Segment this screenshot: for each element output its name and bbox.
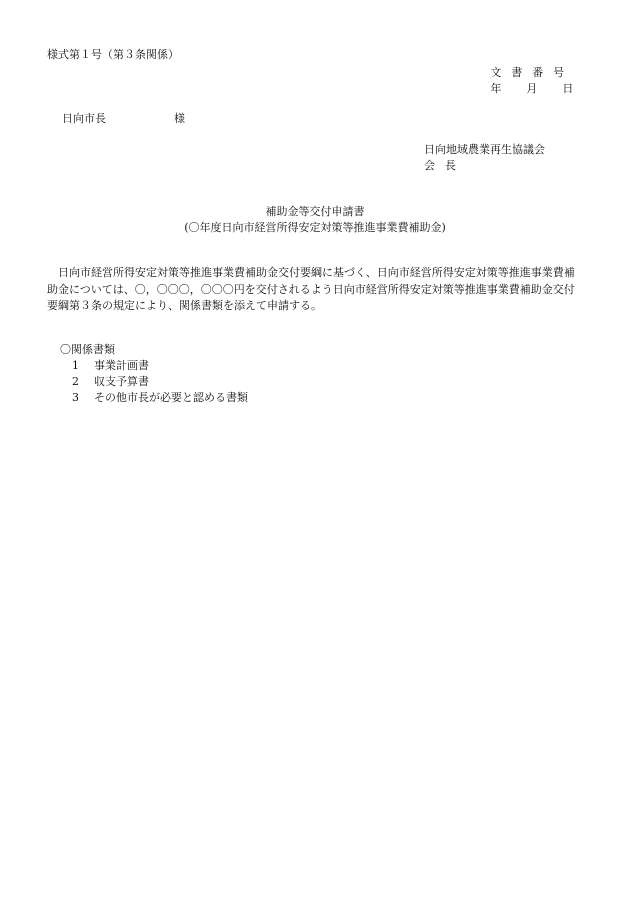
date-day: 日	[562, 81, 574, 95]
date-month: 月	[526, 81, 538, 95]
recipient-name: 日向市長	[62, 112, 106, 125]
document-number-label: 文書番号	[490, 66, 574, 79]
related-documents	[60, 342, 248, 406]
body-paragraph: 日向市経営所得安定対策等推進事業費補助金交付要綱に基づく、日向市経営所得安定対策等推進事業費補助金については、〇，〇〇〇，〇〇〇円を交付されるよう日向市経営所得安定対策等推進事業費補助金交付要綱第３条の規定により、関係書類を添えて申請する。	[47, 266, 575, 313]
item-label: 事業計画書	[94, 358, 149, 372]
item-number: 2	[72, 374, 79, 388]
item-label: 収支予算書	[94, 374, 149, 388]
document-number-block	[490, 65, 574, 97]
sender-role: 会長	[424, 158, 466, 172]
item-number: 1	[72, 358, 79, 372]
item-label: その他市長が必要と認める書類	[94, 390, 248, 404]
date-line	[490, 81, 574, 97]
list-item	[60, 374, 248, 390]
form-number: 様式第１号（第３条関係）	[47, 48, 179, 61]
sender	[424, 142, 545, 174]
recipient-honorific: 様	[174, 112, 185, 125]
recipient	[62, 111, 185, 127]
sender-organization: 日向地域農業再生協議会	[424, 143, 545, 156]
title-sub: (〇年度日向市経営所得安定対策等推進事業費補助金)	[184, 220, 446, 234]
item-number: 3	[72, 390, 79, 404]
title-main: 補助金等交付申請書	[265, 205, 365, 218]
list-item	[60, 358, 248, 374]
related-documents-heading: 〇関係書類	[60, 343, 115, 356]
list-item	[60, 390, 248, 406]
document-title	[0, 204, 630, 236]
date-year: 年	[490, 81, 502, 95]
